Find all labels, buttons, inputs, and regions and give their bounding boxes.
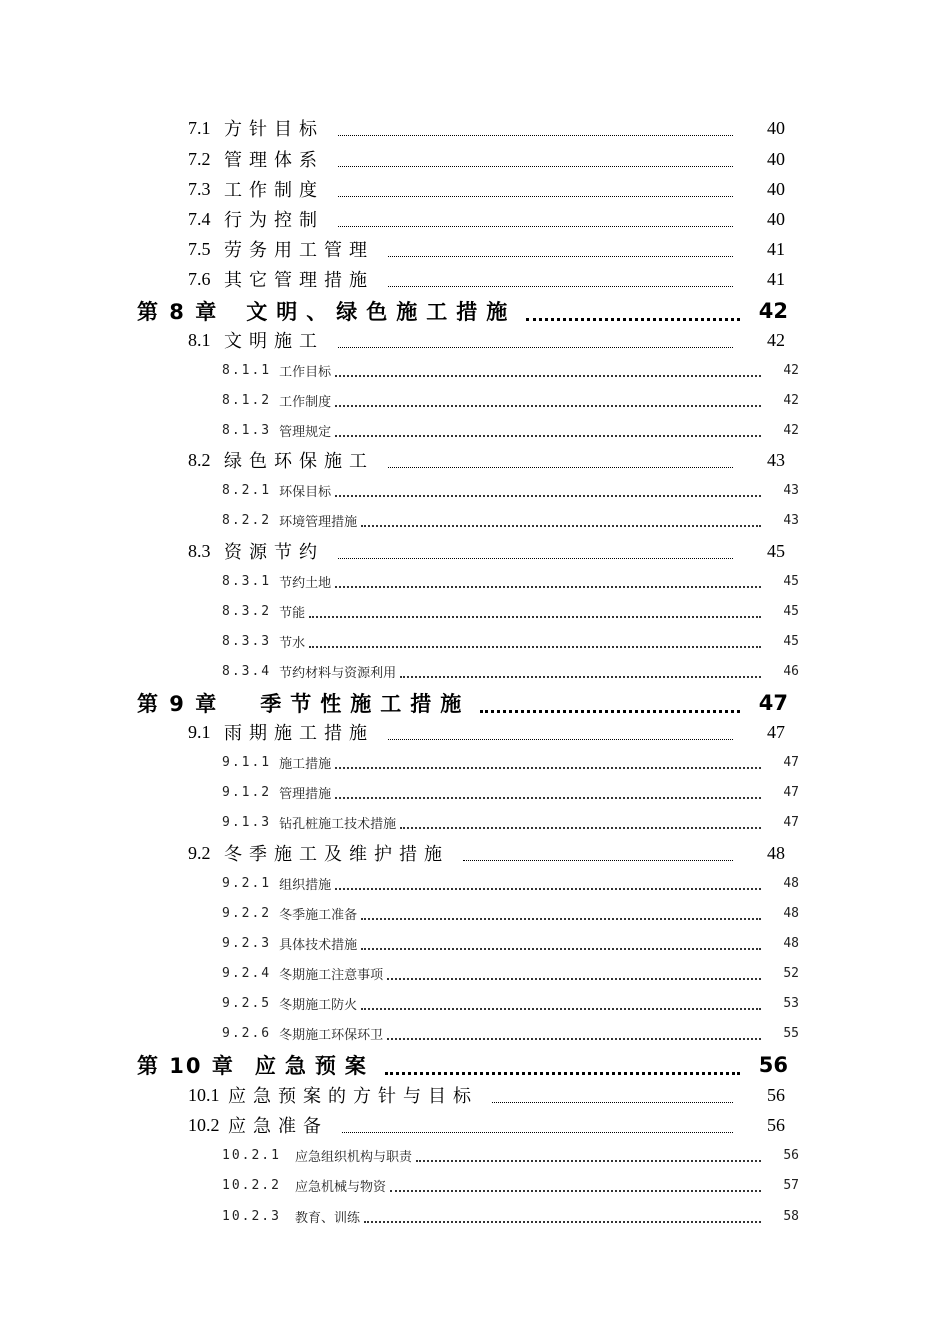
entry-title: 应急机械与物资 [294,1179,386,1195]
dot-leader [335,876,761,890]
entry-number: 8.3.4 [222,663,272,679]
entry-title: 冬季施工及维护措施 [224,844,449,865]
toc-subsection-entry [222,902,799,924]
toc-section-entry [188,840,785,866]
page-number: 42 [783,422,799,438]
page-number: 45 [767,540,785,561]
entry-number: 9.1.1 [222,754,272,770]
page-number: 48 [783,905,799,921]
toc-subsection-entry [222,811,799,833]
dot-leader [309,604,761,618]
dot-leader [364,1209,761,1223]
entry-number: 9.1.3 [222,814,272,830]
entry-number: 7.6 [188,268,211,289]
dot-leader [387,1026,761,1040]
page-number: 47 [783,814,799,830]
toc-subsection-entry [222,751,799,773]
page-number: 52 [783,965,799,981]
page-number: 55 [783,1025,799,1041]
entry-number: 7.4 [188,208,211,229]
dot-leader [335,393,761,407]
toc-chapter-entry [137,296,788,326]
entry-title: 冬季施工准备 [279,907,358,923]
toc-section-entry [188,176,785,202]
toc-section-entry [188,236,785,262]
dot-leader [338,544,733,559]
page-number: 42 [758,299,788,323]
entry-title: 应急组织机构与职责 [294,1149,412,1165]
page-number: 47 [758,691,788,715]
entry-title: 环境管理措施 [279,514,358,530]
entry-number: 10.2.1 [222,1147,281,1163]
entry-number: 10.2 [188,1114,220,1135]
entry-title: 绿色环保施工 [224,451,374,472]
entry-title: 应急预案 [254,1054,375,1078]
entry-title: 节水 [279,635,306,651]
toc-subsection-entry [222,992,799,1014]
page-number: 47 [783,754,799,770]
dot-leader [335,363,761,377]
entry-title: 环保目标 [279,484,332,500]
page-number: 41 [767,238,785,259]
entry-title: 其它管理措施 [224,270,374,291]
entry-title: 雨期施工措施 [224,723,374,744]
entry-number: 7.5 [188,238,211,259]
entry-title: 文明施工 [224,331,324,352]
entry-number: 第 9 章 [137,692,219,716]
toc-section-entry [188,266,785,292]
entry-number: 9.2.5 [222,995,272,1011]
entry-title: 管理体系 [224,150,324,171]
entry-title: 管理措施 [279,786,332,802]
dot-leader [492,1088,733,1103]
entry-number: 9.2.2 [222,905,272,921]
entry-title: 应急准备 [228,1116,328,1137]
toc-section-entry [188,538,785,564]
dot-leader [338,152,733,167]
page-number: 56 [758,1053,788,1077]
entry-title: 钻孔桩施工技术措施 [279,816,397,832]
dot-leader [335,574,761,588]
toc-subsection-entry [222,781,799,803]
entry-title: 施工措施 [279,756,332,772]
dot-leader [400,664,761,678]
page-number: 42 [783,392,799,408]
toc-subsection-entry [222,630,799,652]
toc-subsection-entry [222,1205,799,1227]
dot-leader [338,182,733,197]
dot-leader [338,333,733,348]
page-number: 46 [783,663,799,679]
dot-leader [338,121,733,136]
toc-subsection-entry [222,1174,799,1196]
page-number: 45 [783,573,799,589]
page-number: 57 [783,1177,799,1193]
entry-number: 第 8 章 [137,300,219,324]
entry-title: 节能 [279,605,306,621]
entry-number: 8.1 [188,329,211,350]
entry-title: 方针目标 [224,119,324,140]
page-number: 56 [783,1147,799,1163]
entry-title: 工作目标 [279,364,332,380]
toc-subsection-entry [222,962,799,984]
page-number: 40 [767,117,785,138]
toc-chapter-entry [137,688,788,718]
dot-leader [335,483,761,497]
toc-subsection-entry [222,1022,799,1044]
dot-leader [335,423,761,437]
entry-number: 8.3.3 [222,633,272,649]
toc-subsection-entry [222,389,799,411]
entry-number: 8.1.1 [222,362,272,378]
page-number: 48 [783,935,799,951]
toc-subsection-entry [222,419,799,441]
entry-number: 8.2.1 [222,482,272,498]
page-number: 40 [767,208,785,229]
entry-number: 10.2.2 [222,1177,281,1193]
entry-title: 组织措施 [279,877,332,893]
entry-number: 7.1 [188,117,211,138]
toc-subsection-entry [222,359,799,381]
entry-number: 9.2.4 [222,965,272,981]
entry-title: 具体技术措施 [279,937,358,953]
page-number: 58 [783,1208,799,1224]
entry-title: 节约土地 [279,575,332,591]
dot-leader [335,785,761,799]
dot-leader [416,1148,761,1162]
toc-subsection-entry [222,479,799,501]
entry-title: 季节性施工措施 [260,692,471,716]
entry-title: 教育、训练 [294,1210,360,1226]
toc-section-entry [188,146,785,172]
page-number: 43 [783,512,799,528]
entry-title: 节约材料与资源利用 [279,665,397,681]
toc-subsection-entry [222,932,799,954]
dot-leader [388,725,733,740]
entry-title: 文明、绿色施工措施 [246,300,517,324]
entry-number: 9.1.2 [222,784,272,800]
entry-title: 应急预案的方针与目标 [228,1086,478,1107]
page-number: 45 [783,633,799,649]
toc-subsection-entry [222,570,799,592]
dot-leader [388,453,733,468]
page-number: 43 [783,482,799,498]
entry-number: 8.3.1 [222,573,272,589]
toc-section-entry [188,1082,785,1108]
dot-leader [463,846,733,861]
dot-leader [480,694,740,713]
entry-title: 工作制度 [224,180,324,201]
entry-number: 8.3.2 [222,603,272,619]
dot-leader [400,815,761,829]
entry-title: 劳务用工管理 [224,240,374,261]
entry-title: 冬期施工防火 [279,997,358,1013]
entry-number: 8.2.2 [222,512,272,528]
page-number: 40 [767,178,785,199]
page-number: 56 [767,1114,785,1135]
dot-leader [361,513,761,527]
page-number: 48 [767,842,785,863]
entry-number: 9.2.6 [222,1025,272,1041]
dot-leader [361,936,761,950]
page-number: 42 [783,362,799,378]
dot-leader [361,906,761,920]
page-number: 48 [783,875,799,891]
toc-subsection-entry [222,509,799,531]
page-number: 42 [767,329,785,350]
entry-title: 冬期施工环保环卫 [279,1027,384,1043]
entry-number: 第 10 章 [137,1054,235,1078]
entry-title: 管理规定 [279,424,332,440]
dot-leader [361,996,761,1010]
page-number: 40 [767,148,785,169]
toc-section-entry [188,719,785,745]
toc-section-entry [188,1112,785,1138]
entry-number: 7.3 [188,178,211,199]
page-number: 53 [783,995,799,1011]
dot-leader [309,634,761,648]
entry-number: 8.3 [188,540,211,561]
page-number: 56 [767,1084,785,1105]
toc-section-entry [188,115,785,141]
page-number: 43 [767,449,785,470]
dot-leader [387,966,761,980]
entry-title: 资源节约 [224,542,324,563]
entry-number: 10.1 [188,1084,220,1105]
dot-leader [335,755,761,769]
toc-subsection-entry [222,600,799,622]
entry-number: 9.2.1 [222,875,272,891]
toc-subsection-entry [222,1144,799,1166]
entry-number: 9.2 [188,842,211,863]
page-number: 47 [783,784,799,800]
entry-number: 7.2 [188,148,211,169]
entry-number: 8.1.3 [222,422,272,438]
toc-section-entry [188,327,785,353]
entry-number: 8.2 [188,449,211,470]
page-number: 47 [767,721,785,742]
dot-leader [388,242,733,257]
dot-leader [385,1056,740,1075]
toc-subsection-entry [222,872,799,894]
dot-leader [342,1118,733,1133]
page-number: 41 [767,268,785,289]
toc-section-entry [188,206,785,232]
dot-leader [388,272,733,287]
dot-leader [338,212,733,227]
toc-chapter-entry [137,1050,788,1080]
dot-leader [526,302,740,321]
entry-number: 9.1 [188,721,211,742]
entry-title: 工作制度 [279,394,332,410]
entry-number: 9.2.3 [222,935,272,951]
entry-number: 8.1.2 [222,392,272,408]
dot-leader [390,1178,761,1192]
toc-subsection-entry [222,660,799,682]
toc-section-entry [188,447,785,473]
page-number: 45 [783,603,799,619]
entry-number: 10.2.3 [222,1208,281,1224]
entry-title: 冬期施工注意事项 [279,967,384,983]
entry-title: 行为控制 [224,210,324,231]
